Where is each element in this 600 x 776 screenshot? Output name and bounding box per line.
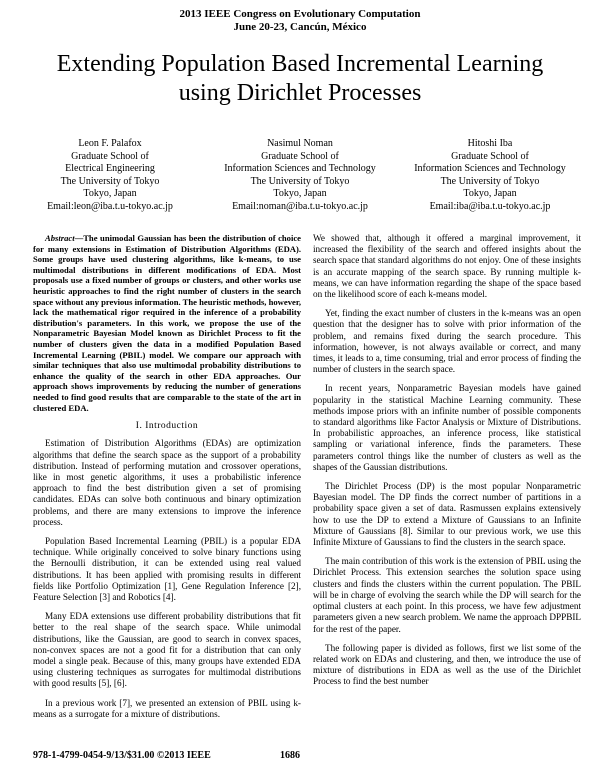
paragraph: The Dirichlet Process (DP) is the most popular Nonparametric Bayesian model. The DP finds the correct number of partitions in a probability space given a set of data. Rasmussen explains extensively how to use the DP to extend a Mixture of Gaussians to an Infinite Mixture of Gaussians [8]. Similar to our previous work, we use this Infinite Mixture of Gaussians to find the clusters in the search space. xyxy=(313,481,581,548)
paragraph: Population Based Incremental Learning (PBIL) is a popular EDA technique. While originally conceived to solve binary functions using the Bernoulli distribution, it can be extended using real valued distributions. It has been applied with promising results in different fields like Portfolio Optimization [1], Gene Regulation Inference [2], Feature Selection [3] and Robotics [4]. xyxy=(33,535,301,602)
author-dept: Graduate School of xyxy=(261,150,339,162)
author-name: Leon F. Palafox xyxy=(78,138,142,149)
author-1 xyxy=(20,138,200,213)
conference-dates: June 20-23, Cancún, México xyxy=(233,21,367,33)
paragraph: Estimation of Distribution Algorithms (EDAs) are optimization algorithms that define the search space as the support of a probability distribution. Instead of performing mutation and crossover operations, like in most genetic algorithms, it uses a probabilistic inference approach to find the best distribution given a set of promising candidates. EDAs can solve both continuous and binary optimization problems, and there are many extensions to improve the inference process. xyxy=(33,438,301,527)
author-email: Email:iba@iba.t.u-tokyo.ac.jp xyxy=(429,200,551,212)
abstract-label: Abstract xyxy=(45,233,75,243)
author-block xyxy=(20,138,580,213)
author-dept: Information Sciences and Technology xyxy=(414,163,566,174)
paragraph: In a previous work [7], we presented an extension of PBIL using k-means as a surrogate for a mixture of distributions. xyxy=(33,697,301,719)
section-heading-introduction: I. Introduction xyxy=(135,421,199,432)
title-line-2: using Dirichlet Processes xyxy=(178,80,422,106)
author-email: Email:leon@iba.t.u-tokyo.ac.jp xyxy=(47,200,173,212)
author-univ: The University of Tokyo xyxy=(440,175,540,187)
conference-name: 2013 IEEE Congress on Evolutionary Computation xyxy=(179,8,421,20)
abstract-text: —The unimodal Gaussian has been the distribution of choice for many extensions in Estimation of Distribution Algorithms (EDA). Some groups have used clustering algorithms, like k-means, to use multimodal distributions in different modifications of EDA. Most proposals use a fixed number of groups or clusters, and other works use heuristic approaches to find the right number of clusters in the search space without any previous information. The heuristic methods, however, lack the mathematical rigor required in the inference of a probability distribution's parameters. In this work, we propose the use of the Nonparametric Bayesian Model known as Dirichlet Process to fit the number of clusters given the data in a modified Population Based Incremental Learning (PBIL) model. We compare our approach with similar techniques that also use multimodal probability distributions to enhance the quality of the search in other EDA approaches. Our approach shows improvements by reducing the number of generations needed to find good results that are comparable to the state of the art in clustered EDA. xyxy=(33,233,301,413)
author-dept: Information Sciences and Technology xyxy=(224,163,376,174)
author-univ: The University of Tokyo xyxy=(250,175,350,187)
right-column xyxy=(313,233,581,696)
author-name: Nasimul Noman xyxy=(267,138,333,149)
author-dept: Electrical Engineering xyxy=(65,163,155,174)
footer-isbn: 978-1-4799-0454-9/13/$31.00 ©2013 IEEE xyxy=(33,750,211,761)
paragraph: The main contribution of this work is the extension of PBIL using the Dirichlet Process. This extension searches the solution space using clusters and finds the clusters within the current population. The PBIL will be in charge of evolving the search while the DP will search for the optimal clusters at each point. In this process, we have few adjustment parameters given a new search problem. We name the approach DPPBIL for the rest of the paper. xyxy=(313,556,581,634)
abstract xyxy=(33,233,301,413)
author-name: Hitoshi Iba xyxy=(467,138,513,149)
author-3 xyxy=(400,138,580,213)
paragraph: Yet, finding the exact number of clusters in the k-means was an open question that the designer has to solve with prior information of the problem, and remains fixed during the search procedure. This information, however, is not always available or correct, and many times, it leads to a, time consuming, trial and error process of finding the number of clusters in the search space. xyxy=(313,308,581,375)
left-column xyxy=(33,233,301,728)
paper-title xyxy=(20,50,580,108)
paragraph: Many EDA extensions use different probability distributions that fit better to the real shape of the search space. While unimodal distributions, like the Gaussian, are good to search in convex spaces, non-convex spaces are not a good fit for a distribution that can only model a single peak. Because of this, many groups have extended EDA using clustering techniques as surrogates for multimodal distributions with good results [5], [6]. xyxy=(33,611,301,689)
page-number: 1686 xyxy=(280,750,300,761)
paragraph: In recent years, Nonparametric Bayesian models have gained popularity in the statistical Machine Learning community. These methods impose priors with an infinite number of possible components to standard algorithms like Factor Analysis or Mixture of Distributions. In probabilistic approaches, an inference process, like statistical sampling or variational inference, finds the parameters. These parameters control things like the number of clusters as well as the shapes of the Gaussian distributions. xyxy=(313,383,581,472)
conference-header xyxy=(0,8,600,34)
author-dept: Graduate School of xyxy=(71,150,149,162)
author-city: Tokyo, Japan xyxy=(273,188,327,199)
author-city: Tokyo, Japan xyxy=(463,188,517,199)
author-dept: Graduate School of xyxy=(451,150,529,162)
author-email: Email:noman@iba.t.u-tokyo.ac.jp xyxy=(232,200,368,212)
paragraph: The following paper is divided as follows, first we list some of the related work on EDAs and clustering, and then, we introduce the use of mixture of distributions in EDA as well as the use of the Dirichlet Process to find the best number xyxy=(313,642,581,687)
title-line-1: Extending Population Based Incremental Learning xyxy=(56,51,544,77)
author-city: Tokyo, Japan xyxy=(83,188,137,199)
paragraph: We showed that, although it offered a marginal improvement, it increased the flexibility of the search and offered insights about the search space that standard algorithms do not enjoy. One of these insights is an accurate mapping of the search space. By running multiple k-means, we can have information regarding the shape of the space based on the likelihood score of each k-means model. xyxy=(313,233,581,300)
author-2 xyxy=(210,138,390,213)
author-univ: The University of Tokyo xyxy=(60,175,160,187)
